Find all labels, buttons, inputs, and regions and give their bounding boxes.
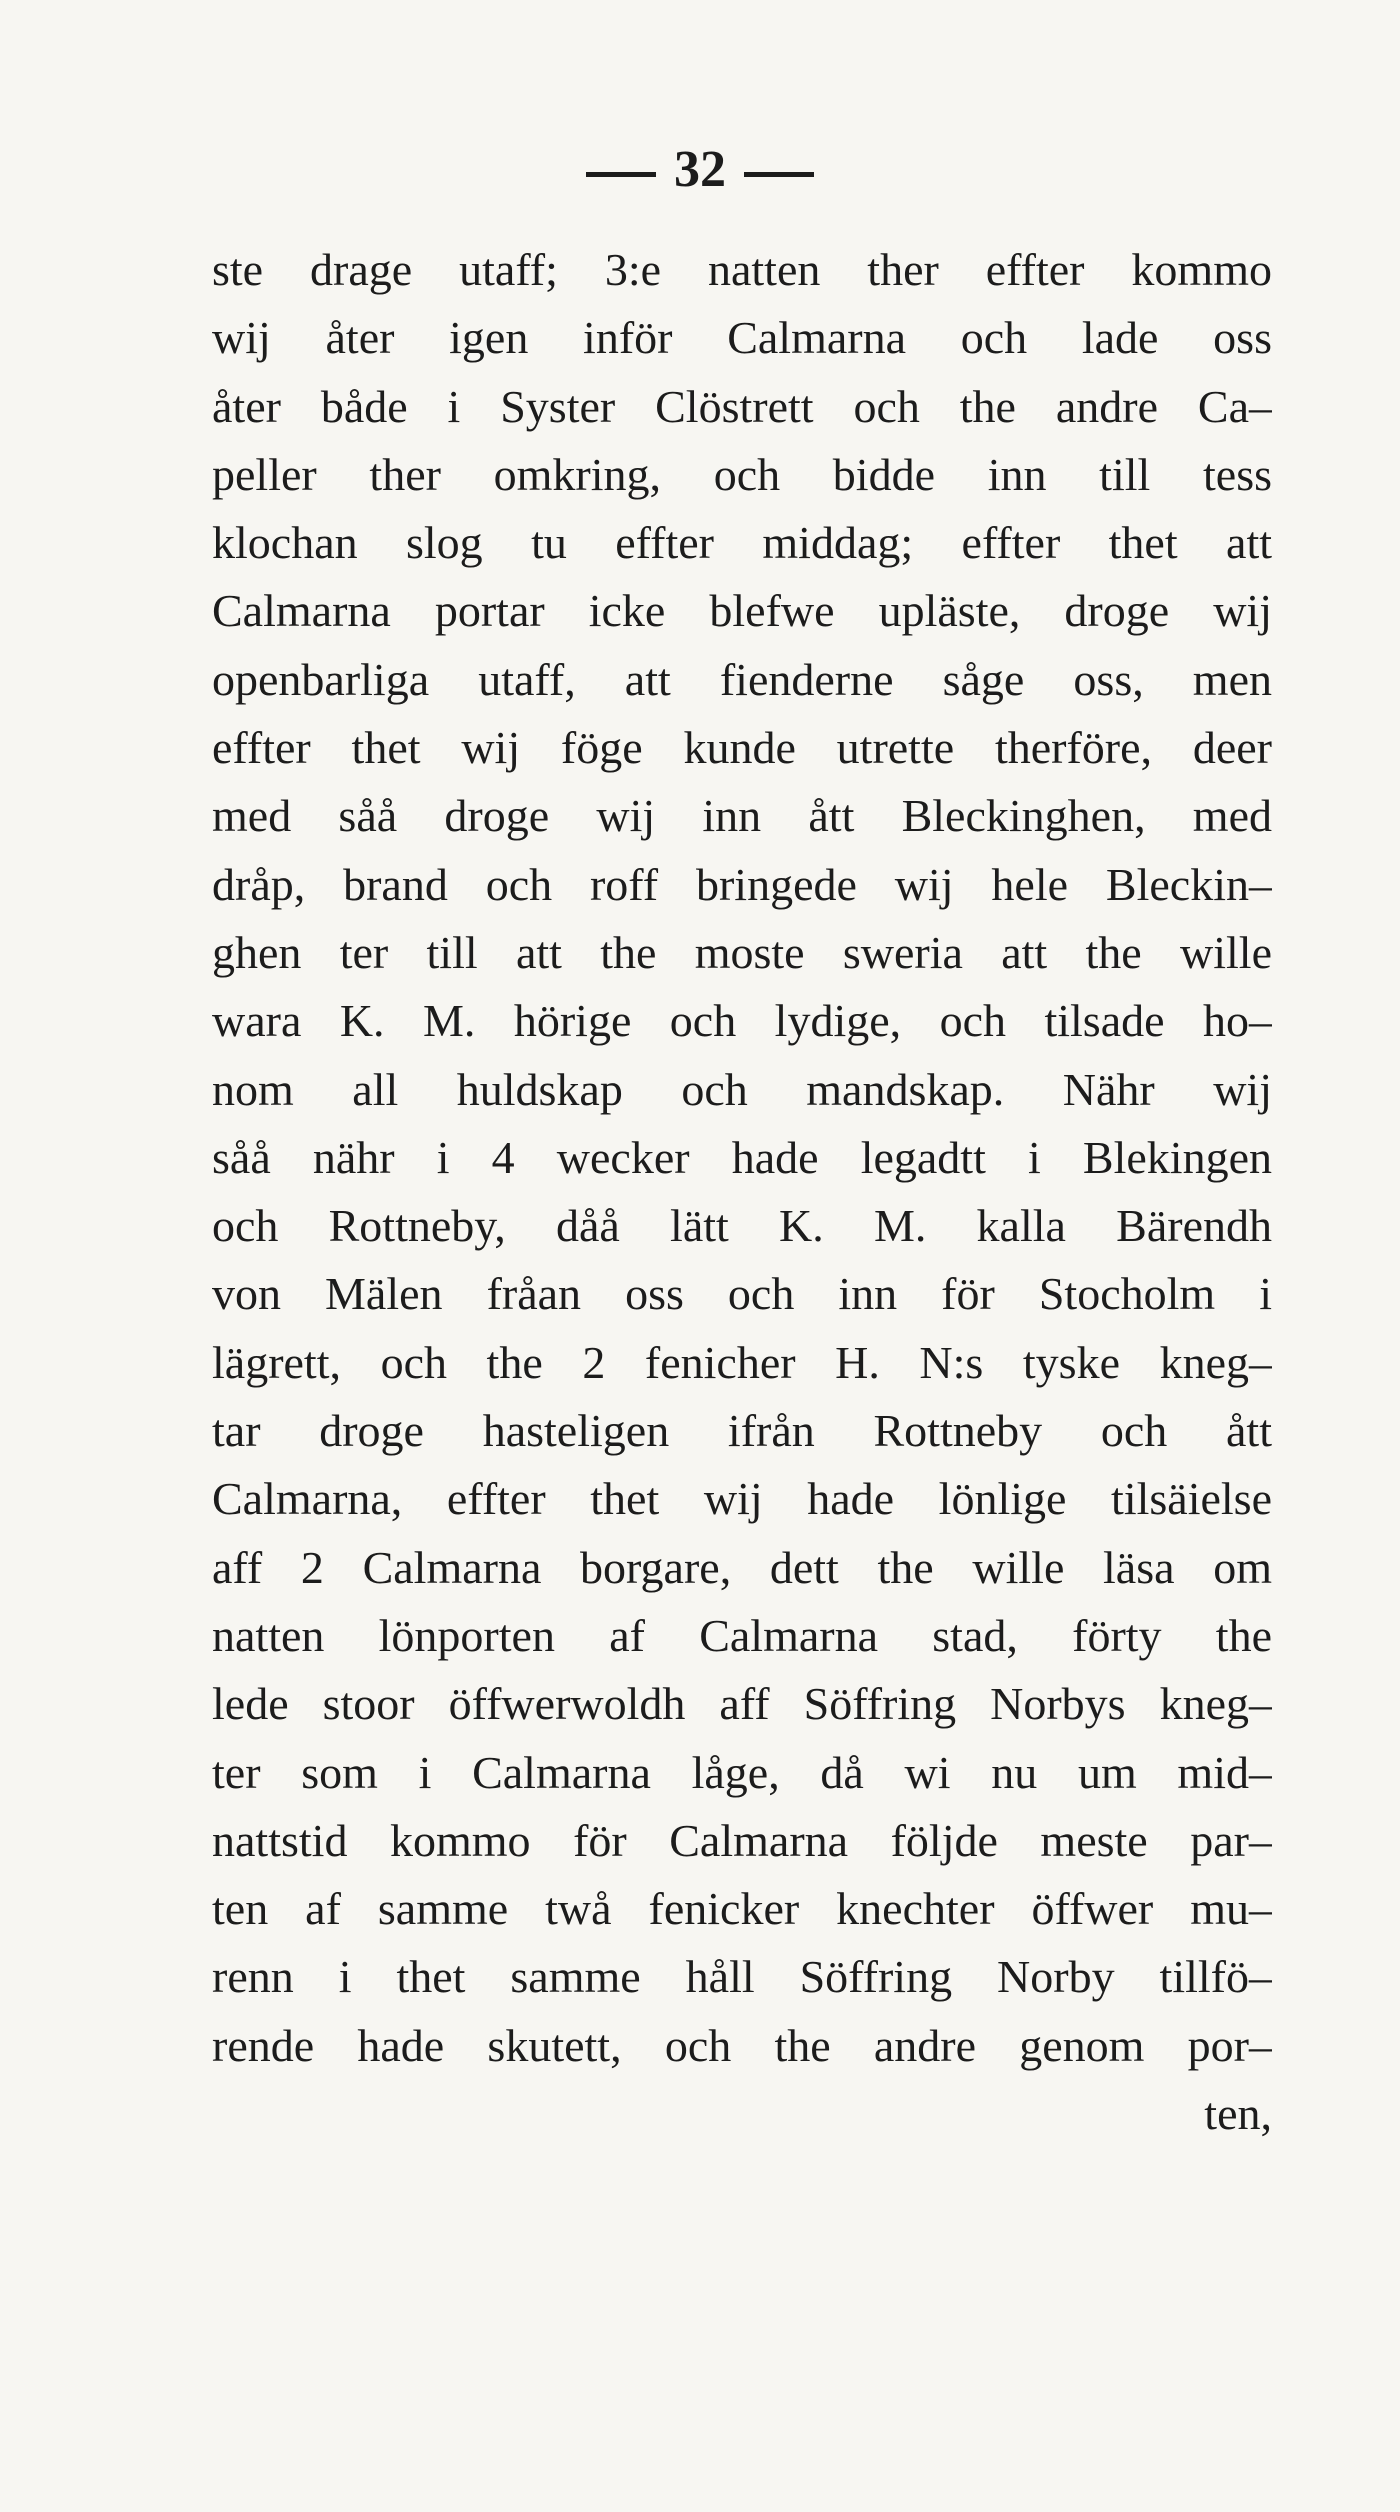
catchword: ten, (1204, 2088, 1272, 2140)
text-line: wara K. M. hörige och lydige, och tilsade ho– (212, 995, 1272, 1047)
running-head (0, 140, 1400, 200)
text-line: nom all huldskap och mandskap. Nähr wij (212, 1063, 1272, 1115)
text-line: rende hade skutett, och the andre genom por– (212, 2019, 1272, 2071)
text-line: lede stoor öffwerwoldh aff Söffring Norbys kneg– (212, 1678, 1272, 1730)
text-line: Calmarna, effter thet wij hade lönlige tilsäielse (212, 1473, 1272, 1525)
text-line: med såå droge wij inn ått Bleckinghen, med (212, 790, 1272, 842)
text-line: ten af samme twå fenicker knechter öffwer mu– (212, 1883, 1272, 1935)
text-line: dråp, brand och roff bringede wij hele Bleckin– (212, 858, 1272, 910)
text-line: ghen ter till att the moste sweria att the wille (212, 926, 1272, 978)
text-line: ste drage utaff; 3:e natten ther effter kommo (212, 244, 1272, 295)
text-line: wij åter igen inför Calmarna och lade oss (212, 312, 1272, 364)
text-line: aff 2 Calmarna borgare, dett the wille läsa om (212, 1541, 1272, 1593)
text-line: natten lönporten af Calmarna stad, förty the (212, 1609, 1272, 1661)
text-line: von Mälen fråan oss och inn för Stocholm i (212, 1268, 1272, 1320)
right-dash (744, 172, 814, 177)
text-line: lägrett, och the 2 fenicher H. N:s tyske kneg– (212, 1336, 1272, 1388)
page-number: 32 (674, 141, 726, 198)
text-line: såå nähr i 4 wecker hade legadtt i Blekingen (212, 1131, 1272, 1183)
left-dash (586, 172, 656, 177)
text-line: nattstid kommo för Calmarna följde meste par– (212, 1814, 1272, 1866)
text-line: renn i thet samme håll Söffring Norby tillfö– (212, 1951, 1272, 2003)
text-line: effter thet wij föge kunde utrette therföre, deer (212, 722, 1272, 774)
text-line: peller ther omkring, och bidde inn till tess (212, 448, 1272, 500)
text-line: och Rottneby, dåå lätt K. M. kalla Bärendh (212, 1200, 1272, 1252)
text-line: klochan slog tu effter middag; effter thet att (212, 517, 1272, 569)
text-line: Calmarna portar icke blefwe upläste, droge wij (212, 585, 1272, 637)
text-line: tar droge hasteligen ifrån Rottneby och ått (212, 1405, 1272, 1457)
text-line: åter både i Syster Clöstrett och the andre Ca– (212, 380, 1272, 432)
body-text (212, 236, 1272, 2148)
text-line: ter som i Calmarna låge, då wi nu um mid– (212, 1746, 1272, 1798)
text-line: openbarliga utaff, att fienderne såge oss, men (212, 653, 1272, 705)
